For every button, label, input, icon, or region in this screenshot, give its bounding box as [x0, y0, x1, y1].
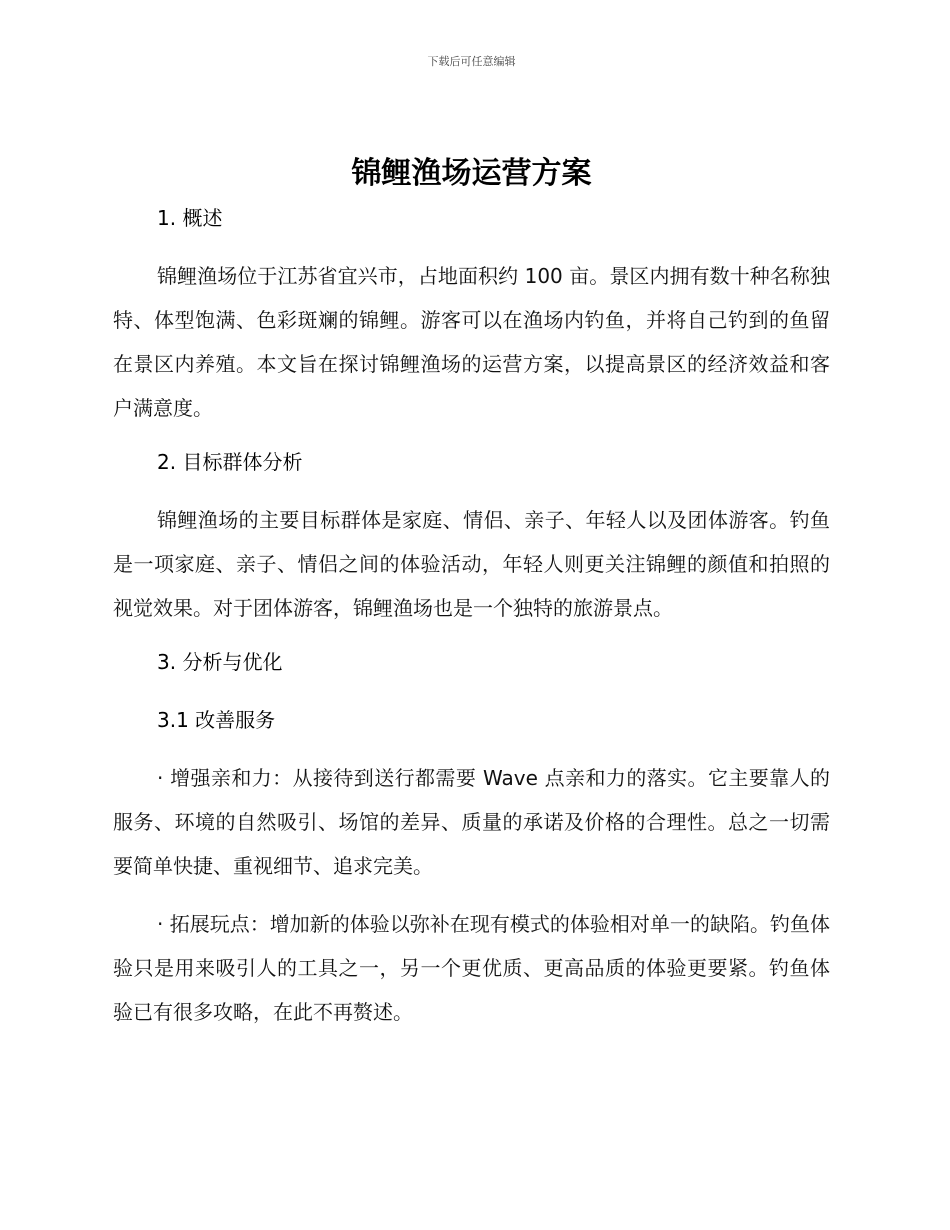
overview-paragraph: 锦鲤渔场位于江苏省宜兴市，占地面积约 100 亩。景区内拥有数十种名称独特、体型饱满、色彩斑斓的锦鲤。游客可以在渔场内钓鱼，并将自己钓到的鱼留在景区内养殖。本文旨在探讨锦鲤渔场的运营方案，以提高景区的经济效益和客户满意度。	[113, 264, 830, 420]
document-title: 锦鲤渔场运营方案	[351, 156, 592, 191]
bullet-expand-fun-paragraph: · 拓展玩点：增加新的体验以弥补在现有模式的体验相对单一的缺陷。钓鱼体验只是用来吸引人的工具之一，另一个更优质、更高品质的体验更要紧。钓鱼体验已有很多攻略，在此不再赘述。	[113, 912, 830, 1024]
page-header-note: 下载后可任意编辑	[427, 55, 516, 68]
target-group-paragraph: 锦鲤渔场的主要目标群体是家庭、情侣、亲子、年轻人以及团体游客。钓鱼是一项家庭、亲子、情侣之间的体验活动，年轻人则更关注锦鲤的颜值和拍照的视觉效果。对于团体游客，锦鲤渔场也是一个独特的旅游景点。	[113, 508, 830, 620]
section-heading-improve-service: 3.1 改善服务	[157, 708, 276, 732]
section-heading-overview: 1. 概述	[157, 206, 223, 230]
bullet-affinity-paragraph: · 增强亲和力：从接待到送行都需要 Wave 点亲和力的落实。它主要靠人的服务、环境的自然吸引、场馆的差异、质量的承诺及价格的合理性。总之一切需要简单快捷、重视细节、追求完美。	[113, 766, 830, 878]
section-heading-target-group: 2. 目标群体分析	[157, 450, 303, 474]
section-heading-analysis: 3. 分析与优化	[157, 650, 283, 674]
